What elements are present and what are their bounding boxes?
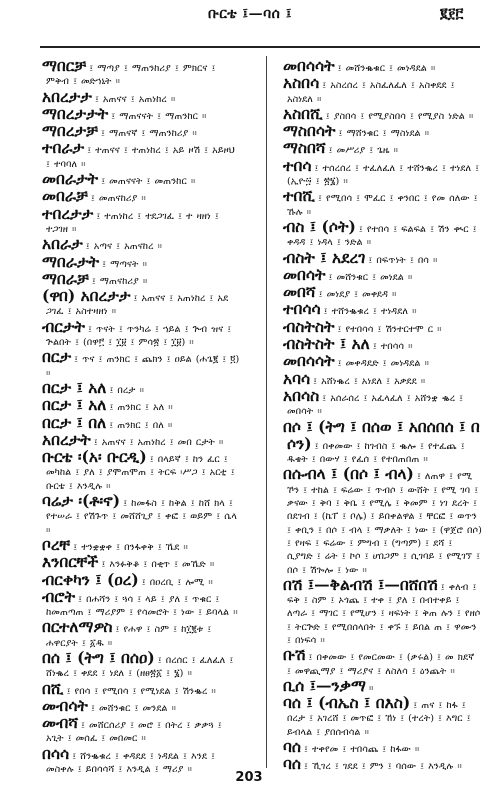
- entry-headword: (ዋበ) አበረታታ: [42, 286, 131, 306]
- entry-definition: ፤ ተሰረሰረ ፤ ተፈለፈለ ፤ ተሸንቈረ ፤ ተነደለ ፤ (ኢዮ፵ ፤ ፳፮) ።: [287, 162, 480, 188]
- entry-definition: ፤ በፍጥነት ፤ በሳ ።: [368, 254, 438, 266]
- entry-definition: ፤ አሰራሰረ ፤ አፈላፈለ ፤ አሸንቋ ቈረ ፤ መበሳት ።: [287, 392, 464, 418]
- entry-definition: ።: [368, 682, 374, 694]
- entry-headword: አስበሳ: [283, 73, 320, 93]
- entry-headword: አባሳ: [283, 368, 311, 388]
- entry-headword: አበራታ: [42, 234, 83, 254]
- entry-headword: ብርታት: [42, 316, 85, 336]
- entry-definition: ፤ በረሰር ፤ ፈለፈለ ፤ ሸነቈረ ፤ ቀደደ ፤ ነደለ ፤ (ዘፀ፳፩ ፤ ፮) ።: [46, 654, 234, 680]
- entry-headword: መበራታት: [42, 169, 99, 189]
- entry-headword: ተበሺ: [283, 186, 315, 206]
- dictionary-entry: [277, 466, 482, 576]
- dictionary-entry: [277, 574, 482, 647]
- entry-headword: አስበሺ: [283, 103, 323, 123]
- dictionary-entry: [36, 203, 241, 237]
- entry-definition: ፤ ማጣያ ፤ ማጠንከሪያ ፤ ምክርና ፤ ምቅብ ፤ መድኀኒት ።: [46, 63, 216, 88]
- ethiopic-page-number: ፪፻፫: [440, 6, 464, 22]
- dictionary-entry: [277, 75, 482, 106]
- dictionary-entry: [36, 288, 241, 319]
- dictionary-entry: [277, 155, 482, 189]
- entry-definition: ፤ ኺገረ ፤ ገደደ ፤ ምን ፤ ባሰው ፤ እንዲሉ ።: [304, 761, 462, 773]
- entry-headword: ተበረታታ: [42, 203, 94, 223]
- entry-definition: ፤ ሸንቈቁረ ፤ ቀዳደደ ፤ ነዳደል ፤ እንደ ፤ መስቀሉ ፤ ይበሳሳሻ ፤ እንዲል ፤ ማሪያ ።: [46, 750, 215, 776]
- dictionary-entry: [277, 188, 482, 219]
- entry-definition: ፤ ያስበሳ ፤ የሚያስበሳ ፤ የሚያስ ነድል ።: [325, 110, 474, 122]
- entry-headword: አበረታታ: [42, 86, 92, 106]
- entry-definition: ፤ በላይኛ ፤ ከን ፈር ፤ መካከል ፤ ያለ ፤ ያሞጠሞጠ ፤ ትርፍ ፡ሥጋ ፤ አርቲ ፤ ቡርቴ ፤ እንዲሉ ።: [46, 454, 235, 492]
- entry-definition: ፤ አስረሰረ ፤ አስፈለፈለ ፤ አስቀደደ ፤ አስነደለ ።: [287, 80, 455, 105]
- entry-headword: በሶ ፤ (ትግ ፤ በሰወ ፤ አበሰበሰ ፤ በ ሶን): [283, 416, 480, 453]
- dictionary-entry: [36, 586, 241, 620]
- entry-headword: በሺ: [42, 678, 64, 698]
- entry-headword: ቡሽ: [283, 645, 306, 665]
- entry-headword: መብሳት: [42, 695, 88, 715]
- entry-headword: ማስበሻ: [283, 138, 326, 158]
- entry-headword: ባሰ: [283, 754, 301, 774]
- entry-headword: በርተለማዎስ: [42, 617, 113, 637]
- entry-headword: ባሰ: [283, 737, 301, 757]
- dictionary-entry: [36, 140, 241, 171]
- entry-definition: ፤ ማጣናት ።: [102, 258, 148, 270]
- entry-definition: ፤ ከመፋስ ፤ ከቅል ፤ ከሸ ክላ ፤ የተሠራ ፤ የሽጉጥ ፤ መሸሸጊያ ፤ ቀፎ ፤ ወይም ፤ ሴላ ።: [46, 498, 237, 536]
- entry-definition: ፤ ለጠዋ ፤ የሚ ኾን ፤ ተከል ፤ ፍሬው ፤ ጥብሶ ፤ ውሸት ፤ የሚ ገባ ፤ ቃናው ፤ ቅባ ፤ ቅቤ ፤ የሚሌ ፤ ቅመም ፤ ነገ ደረት ፤ በደገብ ፤ (ኬፐ ፤ ቦሌ) ፤ ይበቀልዋል ፤ ቸርፎ ፤ ወጥን ፤ ቀቢን ፤ በሶ ፤ ብላ ፤ ማቃለት ፤ ነው ፤ (ዋጀሮ በሶ) ፤ የዛፍ ፤ ፍሬው ፤ ምግብ ፤ (ግጣም) ፤ ደሻ ፤ ሲያግድ ፤ ሬት ፤ ኮሶ ፤ ሆበጋም ፤ ሲገባይ ፤ የሚገኘ ፤ በሶ ፤ ሽጐሎ ፤ ነው ።: [287, 471, 482, 576]
- entry-headword: በርታ ፤ በለ: [42, 412, 107, 432]
- entry-headword: ብስ ፤ (ሶት): [283, 216, 356, 236]
- entry-definition: ፤ አጠናና ፤ አጠነከረ ፤ አደ ጋገፈ ፤ አስተዛዘነ ።: [46, 293, 229, 318]
- entry-definition: ፤ በሐሻን ፤ ጓሳ ፤ ላይ ፤ ያለ ፤ ጥቁር ፤ ከመጠጣጠ ፤ ማሪያም ፤ የሳመሮት ፤ ነው ፤ ይባላል ።: [46, 593, 238, 619]
- entry-definition: ፤ የተበሳሳ ፤ ሽንተርተሞ ር ።: [337, 323, 442, 335]
- entry-headword: ብስት ፤ አደረገ: [283, 247, 366, 267]
- entry-definition: ፤ ማጠናናት ፤ ማጠንከር ።: [111, 110, 207, 122]
- dictionary-entry: [277, 695, 482, 739]
- entry-headword: ማበራቻ: [42, 268, 89, 288]
- entry-definition: ፤ መቀዳደድ ፤ መነዳደል ።: [337, 358, 429, 370]
- running-title: ቡርቴ ፤—ባሰ ፤: [208, 6, 293, 22]
- entry-definition: ፤ እንፉቅቆ ፤ በቂጥ ፤ መኼድ ።: [101, 559, 215, 571]
- entry-headword: ቦረቸ: [42, 534, 71, 554]
- entry-definition: ፤ ተጠነከረ ፤ ተደጋገፈ ፤ ተ ዛዘነ ፤ ተጋገዘ ።: [46, 210, 219, 235]
- running-header: [0, 6, 498, 30]
- dictionary-entry: [36, 397, 241, 414]
- entry-headword: በርታ: [42, 347, 72, 367]
- dictionary-entry: [36, 647, 241, 681]
- dictionary-entry: [36, 493, 241, 537]
- entry-headword: መበሳት: [283, 264, 326, 284]
- dictionary-entry: [36, 449, 241, 493]
- entry-definition: ፤ መነደያ ፤ መቀደዳ ።: [318, 289, 397, 301]
- dictionary-entry: [36, 58, 241, 89]
- entry-headword: ተበሳሳ: [283, 299, 321, 319]
- entry-definition: ፤ በረታ ።: [109, 384, 145, 396]
- entry-definition: ፤ ቀለብ ፤ ፍቅ ፤ ስም ፤ ኦጎጨ ፤ ተቀ ፤ ያለ ፤ በብተቀይ ፤ ለጣራ ፤ ማገር ፤ የሚሆን ፤ ዛፍነት ፤ ቅጠ ሉን ፤ የዘሶ ፤ ትርጕድ ፤ የሚበሰላበት ፤ ቀኙ ፤ ይበል ጠ ፤ ዋሙን ፤ በነፍሳ ።: [287, 581, 481, 646]
- entry-definition: ፤ አጣና ፤ አጠናከረ ።: [85, 241, 162, 253]
- entry-headword: ባሬታ ፡(ቶ፡ኖ): [42, 491, 121, 511]
- page-number: 203: [235, 770, 263, 785]
- entry-headword: መበራቻ: [42, 186, 88, 206]
- entry-headword: ማስበሳት: [283, 121, 336, 141]
- entry-headword: ማበረታታት: [42, 103, 109, 123]
- entry-headword: ማበርቻ: [42, 56, 87, 75]
- entry-headword: ቢሰ ፤—ንቃማ: [283, 675, 366, 695]
- entry-definition: ፤ የሚበሳ ፤ ሞፈር ፤ ቀንበር ፤ የመ ሰለው ፤ ኹሉ ።: [287, 193, 478, 218]
- dictionary-entry: [36, 316, 241, 350]
- entry-headword: ብስትስት ፤ አለ: [283, 334, 370, 354]
- left-column: [36, 58, 241, 776]
- entry-definition: ፤ ማጠናኛ ፤ ማጠንከሪያ ።: [100, 128, 197, 140]
- dictionary-entry: [36, 349, 241, 380]
- entry-definition: ፤ መሸንቁር ፤ መንደል ።: [90, 702, 177, 714]
- entry-definition: ፤ በቀመው ፤ ከገብስ ፤ ቈሎ ፤ የተፈጨ ፤ ዱቄት ፤ በውሃ ፤ የፈሰ ፤ የተበጠበጠ ።: [287, 440, 465, 466]
- dictionary-entry: [36, 554, 241, 571]
- entry-definition: ፤ ማሸንቁር ፤ ማስነደል ።: [338, 128, 430, 140]
- entry-definition: ፤ መሸርሰሪያ ፤ መሮ ፤ በትረ ፤ ቃቃጓ ፤ አጊት ፤ መሰፈ ፤ መበመር ።: [46, 720, 222, 745]
- entry-definition: ፤ ጠና ፤ ከፋ ፤ በረታ ፤ አገረሸ ፤ መጥፎ ፤ ኸነ ፤ (ተረት) ፤ እግር ፤ ይብላል ፤ ያበሰብሳል ።: [287, 700, 471, 738]
- entry-headword: መበሳሳት: [283, 351, 335, 371]
- dictionary-entry: [277, 739, 482, 756]
- entry-definition: ፤ የተበሳ ፤ ፍልፍል ፤ ሽን ቊር ፤ ቀዳዳ ፤ ነዳላ ፤ ንድል ።: [287, 223, 477, 249]
- dictionary-entry: [36, 619, 241, 650]
- entry-definition: ፤ ጥናት ፤ ጥንካሬ ፤ ኀይል ፤ ጕብ ዝና ፤ ጕልበት ፤ (በዋ፫ ፤ ፲፱ ፤ ምሳ፳ ፤ ፲፱) ።: [46, 323, 232, 349]
- entry-definition: ፤ ጠንክር ፤ በለ ።: [109, 419, 173, 431]
- entry-headword: ተበራታ: [42, 138, 85, 158]
- entry-definition: ፤ በዐረቢ ፤ ሎሚ ።: [141, 576, 213, 588]
- entry-headword: ማበራታት: [42, 251, 100, 271]
- entry-headword: ብስትስት: [283, 316, 335, 336]
- entry-definition: ፤ በቀመው ፤ የመርመው ፤ (ቃሩል) ፤ መ ክደኛ ፤ መዋጪማያ ፤ ማሪያና ፤ ለስለሳ ፤ ዕንጨት ።: [287, 652, 475, 677]
- entry-definition: ፤ መጠናከሪያ ።: [90, 193, 146, 205]
- entry-headword: በሳሳ: [42, 743, 70, 763]
- entry-definition: ፤ መጠናናት ፤ መጠንከር ።: [101, 176, 196, 188]
- entry-headword: በሽ ፤—ቅልብሽ ፤—በሸበሽ: [283, 574, 438, 594]
- entry-definition: ፤ አጠናና ፤ አጠነከረ ።: [94, 93, 176, 105]
- entry-headword: በሱብላ ፤ (በሶ ፤ ብላ): [283, 464, 414, 484]
- entry-definition: ፤ ተጠናና ፤ ተጠነከረ ፤ አይ ዞሽ ፤ አይዞህ ፤ ተባባለ ።: [46, 145, 235, 170]
- entry-definition: ፤ የሐዋ ፤ ስም ፤ ከ፲፪ቱ ፤ ሐዋርያት ፤ ፩ዱ ።: [46, 624, 212, 649]
- entry-definition: ፤ ማጠናከሪያ ።: [91, 275, 148, 287]
- entry-headword: መበሻ: [283, 282, 316, 302]
- entry-headword: በርታ ፤ አለ: [42, 377, 107, 397]
- entry-headword: ብሮት: [42, 586, 76, 606]
- entry-definition: ፤ ጠንክር ፤ አለ ።: [109, 402, 173, 414]
- entry-headword: በርታ ፤ አለ: [42, 395, 107, 415]
- entry-headword: በሰ ፤ (ትግ ፤ በሰዐ): [42, 647, 155, 667]
- entry-headword: ተበሳ: [283, 155, 312, 175]
- entry-headword: መብሻ: [42, 713, 78, 733]
- entry-definition: ፤ ተንቋቋቀ ፤ በንፋቀቅ ፤ ኼደ ።: [73, 541, 188, 553]
- entry-headword: ባሰ ፤ (ብኤስ ፤ በእስ): [283, 693, 411, 713]
- entry-headword: መበሳሳት: [283, 56, 335, 75]
- dictionary-entry: [277, 385, 482, 419]
- entry-definition: ፤ መሥሪያ ፤ ጌዜ ።: [328, 145, 398, 157]
- entry-definition: ፤ አጠናና ፤ አጠነከረ ፤ መበ ርታት ።: [93, 436, 224, 448]
- entry-definition: ፤ ጥና ፤ ጠንክር ፤ ጨክን ፤ ዐይል (ሐጌ፪ ፤ ፬) ።: [46, 354, 240, 379]
- entry-headword: እንበርቸች: [42, 552, 99, 572]
- dictionary-entry: [36, 715, 241, 746]
- dictionary-entry: [36, 236, 241, 253]
- entry-definition: ፤ መሸንቈቁር ፤ መነዳደል ።: [337, 63, 436, 74]
- entry-definition: ፤ አሸነቈረ ፤ አነደለ ፤ አቃደደ ።: [313, 375, 426, 387]
- entry-definition: ፤ ተቀየመ ፤ ተበሳጨ ፤ ከፋው ።: [304, 744, 420, 756]
- entry-headword: ማበረታቻ: [42, 121, 98, 141]
- dictionary-entry: [277, 416, 482, 467]
- entry-definition: ፤ ተሸንቈቁረ ፤ ተነዳደለ ።: [323, 306, 417, 318]
- dictionary-entry: [277, 647, 482, 678]
- entry-definition: ፤ መሸንቁር ፤ መነደል ።: [328, 271, 413, 283]
- entry-headword: አበረታት: [42, 429, 91, 449]
- dictionary-entry: [277, 216, 482, 250]
- entry-definition: ፤ ተበሳሳ ።: [372, 341, 413, 353]
- right-column: [277, 58, 482, 774]
- entry-headword: አበሳስ: [283, 385, 320, 405]
- header-rule: [40, 46, 480, 48]
- column-divider: [266, 56, 267, 768]
- entry-headword: ብርቀካን ፤ (ዐረ): [42, 569, 139, 589]
- entry-definition: ፤ የበሳ ፤ የሚበሳ ፤ የሚነደል ፤ ሽንቈረ ።: [66, 685, 216, 697]
- entry-headword: ቡርቴ ፡(አ፡ ቡርዲ): [42, 447, 147, 467]
